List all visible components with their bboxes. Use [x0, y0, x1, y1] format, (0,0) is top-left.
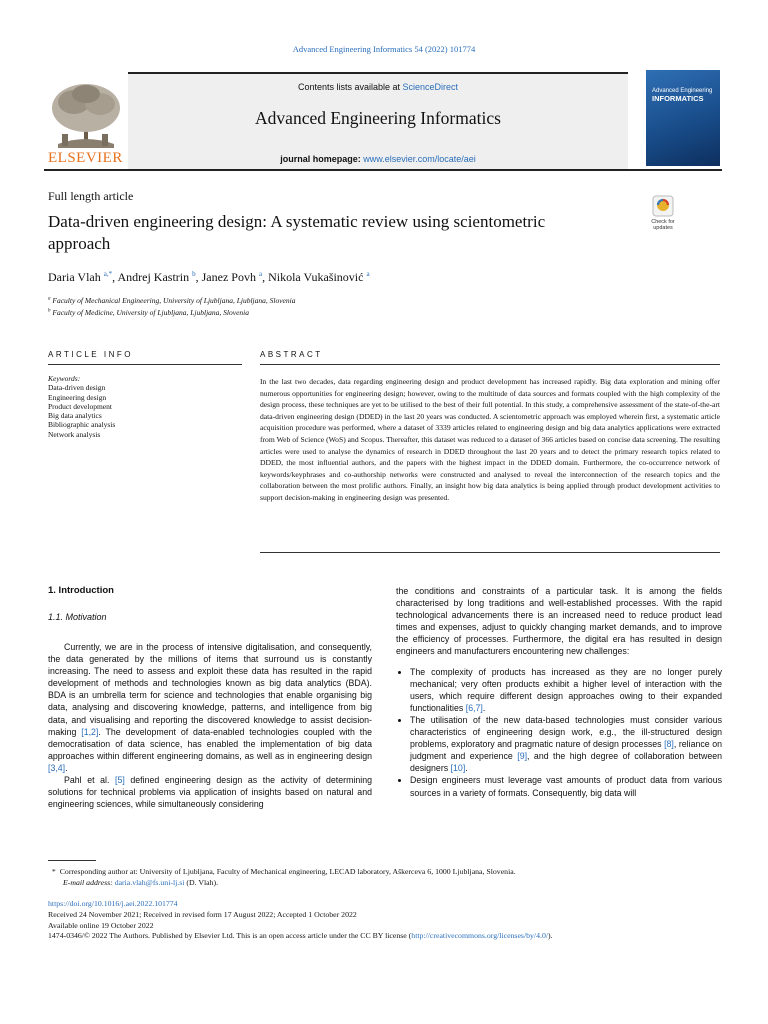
paragraph: Pahl et al. [5] defined engineering design as the activity of determining solutions for technical problems via application of insights based on natural and engineering sciences, while simultaneously considering	[48, 775, 372, 810]
body-column-left	[48, 641, 372, 810]
cover-title: INFORMATICS	[652, 94, 704, 103]
body-column-right	[396, 585, 722, 799]
footnote	[48, 866, 728, 888]
sciencedirect-link[interactable]: ScienceDirect	[402, 82, 459, 92]
article-metadata	[48, 899, 738, 942]
footnote-rule	[48, 860, 96, 861]
abstract-text: In the last two decades, data regarding engineering design and product development has increased rapidly. Big data exploration and mining offer numerous opportunities for engineering design; however, owing to the multitude of data sources and formats coupled with the high complexity of the design process, these techniques are yet to be utilised to the best of their full potential. In this study, a comprehensive assessment of the state-of-the-art data-driven engineering design (DDED) in the last 20 years was conducted. A scientometric approach was employed wherein first, a systematic article acquisition procedure was performed, where a dataset of 3339 articles related to engineering design and big data analytics applications were extracted from Web of Science (WoS) and Scopus. Thereafter, this dataset was reduced to a dataset of 366 articles based on concise data screening. The resulting articles were used to analyse the dynamics of research in DDED throughout the last 20 years and to detect the primary research topics related to DDED, the most influential authors, and the papers with the highest impact in the DDED domain. Furthermore, the co-occurrence network of keywords/keyphrases and co-authorship networks were constructed and analysed to reveal the interconnection of the research topics and the collaboration between the most prolific authors. Finally, an insight how big data analytics is being applied through product development activities to support decision-making in engineering design was presented.	[260, 377, 720, 502]
citation-link[interactable]: [6,7]	[465, 702, 483, 713]
citation-link[interactable]: [8]	[664, 739, 674, 750]
author[interactable]: Janez Povh $^a$	[201, 270, 263, 284]
affiliation: $^a$ Faculty of Mechanical Engineering, University of Ljubljana, Ljubljana, Slovenia	[48, 296, 296, 305]
doi-link[interactable]: https://doi.org/10.1016/j.aei.2022.101774	[48, 899, 178, 908]
article-info-heading: ARTICLE INFO	[48, 350, 133, 359]
journal-banner	[128, 72, 628, 170]
journal-title: Advanced Engineering Informatics	[255, 108, 501, 128]
contents-line: Contents lists available at ScienceDirect	[297, 82, 459, 92]
article-title: Data-driven engineering design: A systematic review using scientometric approach	[48, 212, 546, 253]
cover-small-text: Advanced Engineering	[652, 88, 713, 94]
elsevier-wordmark: ELSEVIER	[48, 150, 123, 166]
check-for-updates-button[interactable]	[645, 195, 681, 231]
keyword: Bibliographic analysis	[48, 420, 116, 430]
article-info-rule	[48, 364, 242, 365]
corresponding-author-note: * Corresponding author at: University of Ljubljana, Faculty of Mechanical engineering, LECAD laboratory, Aškerceva 6, 1000 Ljubljana, Slovenia.	[51, 867, 516, 876]
abstract-bottom-rule	[260, 552, 720, 553]
license-line: 1474-0346/© 2022 The Authors. Published by Elsevier Ltd. This is an open access article under the CC BY license (http://creativecommons.org/licenses/by/4.0/).	[48, 931, 553, 941]
citation-link[interactable]: [1,2]	[81, 726, 99, 737]
abstract-rule	[260, 364, 720, 365]
license-link[interactable]: http://creativecommons.org/licenses/by/4.0/	[411, 931, 549, 941]
email-link[interactable]: daria.vlah@fs.uni-lj.si	[114, 878, 185, 887]
citation-link[interactable]: [10]	[450, 763, 466, 774]
author[interactable]: Nikola Vukašinović $^a$	[268, 270, 370, 284]
email-line: E-mail address: daria.vlah@fs.uni-lj.si (D. Vlah).	[63, 878, 219, 887]
section-heading: 1. Introduction	[48, 585, 114, 596]
journal-homepage: journal homepage: www.elsevier.com/locate/aei	[280, 154, 476, 164]
citation-link[interactable]: [9]	[517, 751, 528, 762]
keyword: Data-driven design	[48, 383, 106, 393]
header-rule	[44, 169, 722, 171]
journal-reference[interactable]: Advanced Engineering Informatics 54 (2022) 101774	[292, 44, 476, 54]
available-online: Available online 19 October 2022	[48, 920, 154, 930]
paragraph: Currently, we are in the process of intensive digitalisation, and consequently, the data generated by the millions of items that surround us is constantly increasing. The need to assess and exploit these data has resulted in the rapid development of methods and technologies known as big data analytics (BDA). BDA is an umbrella term for science and technologies that enable organising big data, analysing and discovering knowledge, patterns, and intelligence from big data, and visualising and reporting the discovered knowledge to assist decision-making [1,2]. The development of data-enabled technologies coupled with the democratisation of data science, has enabled the implementation of big data approaches within different engineering domains, as well as in engineering design [3,4].	[48, 642, 372, 773]
check-updates-icon	[652, 195, 674, 217]
author[interactable]: Andrej Kastrin $^b$	[117, 270, 196, 284]
subsection-heading: 1.1. Motivation	[48, 612, 107, 622]
elsevier-logo[interactable]	[44, 74, 128, 168]
challenge-list	[396, 666, 722, 799]
keywords-label: Keywords:	[48, 374, 81, 383]
affiliation: $^b$ Faculty of Medicine, University of Ljubljana, Ljubljana, Slovenia	[48, 308, 250, 317]
homepage-link[interactable]: www.elsevier.com/locate/aei	[363, 154, 476, 164]
keyword: Engineering design	[48, 392, 107, 402]
author[interactable]: Daria Vlah $^{a,*}$	[48, 270, 113, 284]
paragraph: the conditions and constraints of a particular task. It is among the fields characterised by long traditions and well-established processes. With the rapid technological advancements there is an increased need to reduce product lead times and expenses, adjust to quickly changing market demands, and to improve the efficiency of processes. Furthermore, the digital era has resulted in design engineers and manufacturers encountering new challenges:	[396, 586, 722, 657]
author-list: Daria Vlah $^{a,*}$, Andrej Kastrin $^b$, Janez Povh $^a$, Nikola Vukašinović $^a$	[48, 270, 370, 284]
keyword: Big data analytics	[48, 411, 102, 421]
list-item: • The utilisation of the new data-based technologies must consider various characteristics of engineering design work, e.g., the ill-structured design problems, exploratory and pragmatic nature of design processes [8], reliance on judgment and experience [9], and the high degree of collaboration between designers [10].	[410, 714, 722, 774]
keyword: Network analysis	[48, 429, 101, 439]
journal-cover[interactable]	[646, 70, 720, 166]
abstract-heading: ABSTRACT	[260, 350, 323, 359]
list-item: • The complexity of products has increased as they are no longer purely mechanical; very often products exhibit a higher level of interaction with the users, which require different design approaches owing to their expanded functionalities [6,7].	[410, 666, 722, 714]
citation-link[interactable]: [3,4]	[48, 762, 66, 773]
article-type: Full length article	[48, 189, 134, 203]
list-item: • Design engineers must leverage vast amounts of product data from various sources in a variety of formats. Consequently, big data will	[410, 774, 722, 798]
received-dates: Received 24 November 2021; Received in revised form 17 August 2022; Accepted 1 October 2022	[48, 909, 357, 919]
keyword: Product development	[48, 401, 112, 411]
check-updates-label: Check for updates	[651, 219, 675, 231]
keywords-list	[48, 374, 115, 439]
citation-link[interactable]: [5]	[115, 775, 125, 786]
